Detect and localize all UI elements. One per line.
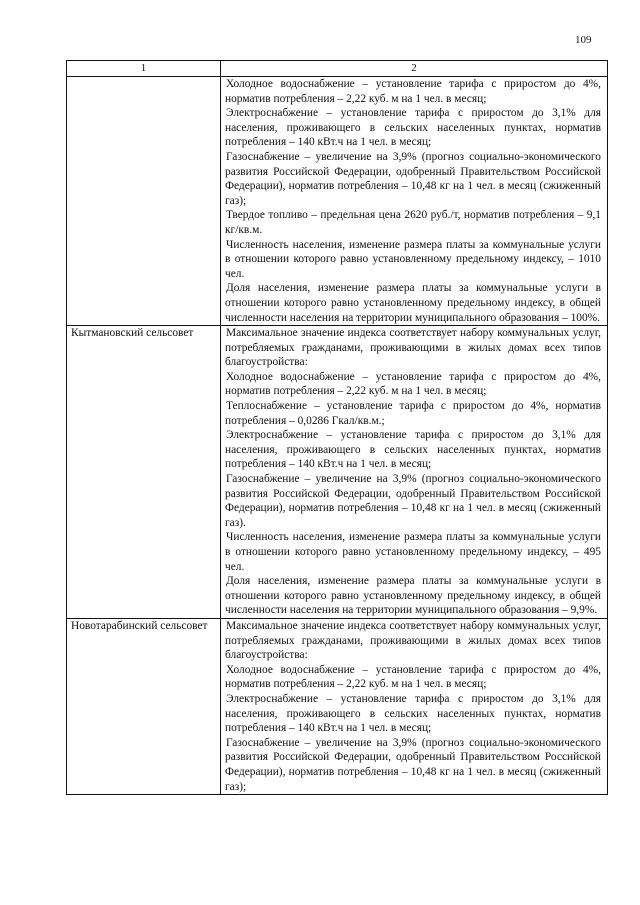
page-number: 109 [575,34,592,46]
paragraph: Электроснабжение – установление тарифа с приростом до 3,1% для населения, проживающего в сельских населенных пунктах, норматив потребления – 140 кВт.ч на 1 чел. в месяц; [225,692,601,735]
district-cell [67,326,221,619]
paragraph: Холодное водоснабжение – установление тарифа с приростом до 4%, норматив потребления – 2,22 куб. м на 1 чел. в месяц; [225,78,601,105]
description-cell [221,326,608,619]
paragraph: Газоснабжение – увеличение на 3,9% (прогноз социально-экономического развития Российской Федерации, одобренный Правительством Российской Федерации), норматив потребления – 10,48 кг на 1 чел. в месяц (сжиженный газ); [225,150,601,207]
column-header-1: 1 [67,61,221,77]
district-cell [67,77,221,326]
description-cell [221,77,608,326]
paragraph: Численность населения, изменение размера платы за коммунальные услуги в отношении которого равно установленному предельному индексу, – 495 чел. [225,531,601,573]
district-name: Кытмановский сельсовет [71,327,194,340]
paragraph: Газоснабжение – увеличение на 3,9% (прогноз социально-экономического развития Российской Федерации, одобренный Правительством Российской Федерации), норматив потребления – 10,48 кг на 1 чел. в месяц (сжиженный газ). [225,473,601,529]
table-row [67,618,608,794]
paragraph: Максимальное значение индекса соответствует набору коммунальных услуг, потребляемых гражданами, проживающими в жилых домах всех типов благоустройства: [225,327,601,369]
paragraph: Теплоснабжение – установление тарифа с приростом до 4%, норматив потребления – 0,0286 Гкал/кв.м.; [225,400,601,427]
paragraph: Электроснабжение – установление тарифа с приростом до 3,1% для населения, проживающего в сельских населенных пунктах, норматив потребления – 140 кВт.ч на 1 чел. в месяц; [225,107,601,149]
paragraph: Твердое топливо – предельная цена 2620 руб./т, норматив потребления – 9,1 кг/кв.м. [225,209,601,236]
paragraph: Электроснабжение – установление тарифа с приростом до 3,1% для населения, проживающего в сельских населенных пунктах, норматив потребления – 140 кВт.ч на 1 чел. в месяц; [225,429,601,471]
table-row [67,326,608,619]
district-cell [67,618,221,794]
paragraph: Численность населения, изменение размера платы за коммунальные услуги в отношении которого равно установленному предельному индексу, – 1010 чел. [225,238,601,280]
paragraph: Максимальное значение индекса соответствует набору коммунальных услуг, потребляемых гражданами, проживающими в жилых домах всех типов благоустройства: [225,619,601,662]
paragraph: Холодное водоснабжение – установление тарифа с приростом до 4%, норматив потребления – 2,22 куб. м на 1 чел. в месяц; [225,663,601,691]
description-cell [221,618,608,794]
paragraph: Доля населения, изменение размера платы за коммунальные услуги в отношении которого равно установленному предельному индексу, в общей численности населения на территории муниципального образования – 9,9%. [225,575,601,617]
paragraph: Холодное водоснабжение – установление тарифа с приростом до 4%, норматив потребления – 2,22 куб. м на 1 чел. в месяц; [225,370,601,398]
paragraph: Доля населения, изменение размера платы за коммунальные услуги в отношении которого равно установленному предельному индексу, в общей численности населения на территории муниципального образования – 100%. [225,282,601,324]
table-header-row [67,61,608,77]
district-name: Новотарабинский сельсовет [71,619,208,632]
table-row [67,77,608,326]
column-header-2: 2 [221,61,608,77]
tariff-table [66,60,608,795]
paragraph: Газоснабжение – увеличение на 3,9% (прогноз социально-экономического развития Российской Федерации, одобренный Правительством Российской Федерации), норматив потребления – 10,48 кг на 1 чел. в месяц (сжиженный газ); [225,736,601,793]
